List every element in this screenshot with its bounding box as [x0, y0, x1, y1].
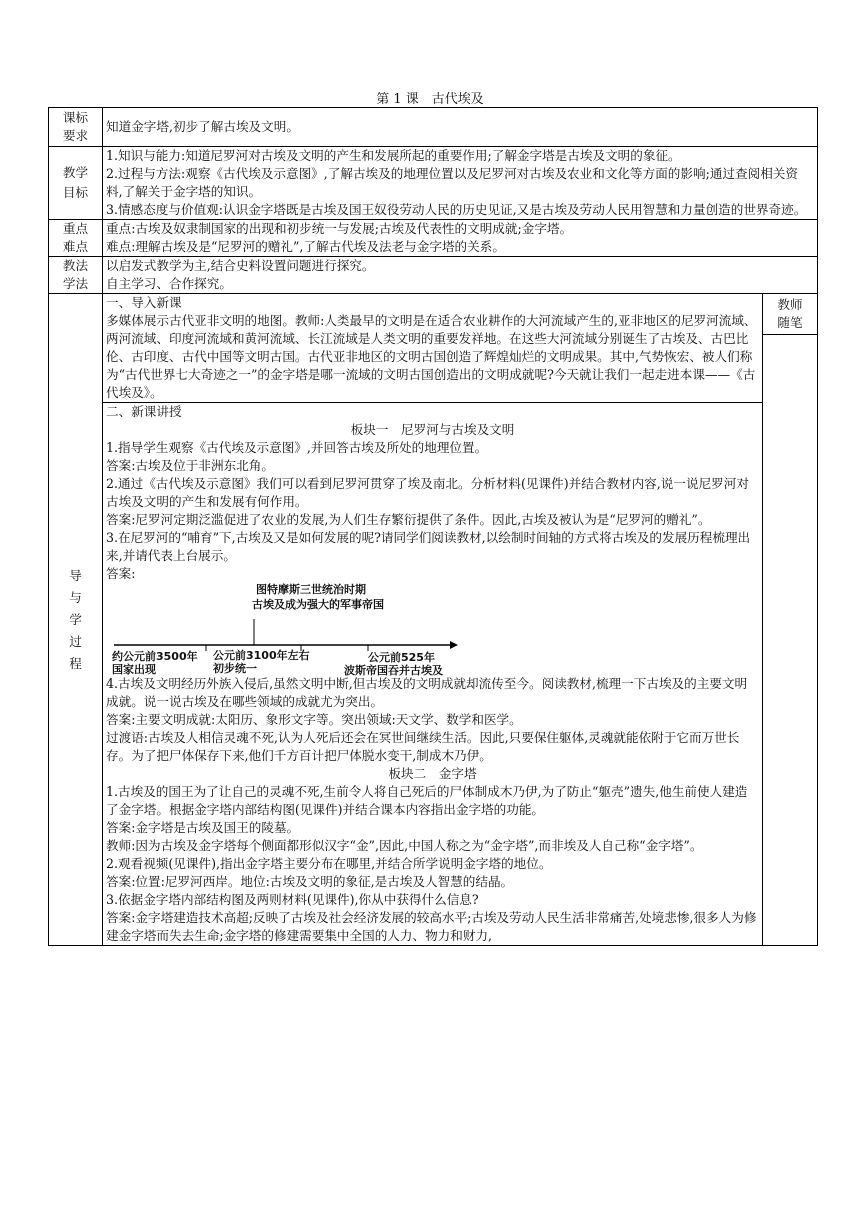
row-keypoints — [49, 220, 818, 257]
keypoint-item: 难点:理解古埃及是“尼罗河的赠礼”,了解古代埃及法老与金字塔的关系。 — [106, 239, 505, 254]
teacher-notes-column — [762, 294, 817, 946]
block2-item: 3.依据金字塔内部结构图及两则材料(见课件),你从中获得什么信息? — [106, 892, 479, 907]
row-goals — [49, 147, 818, 220]
block2-item: 答案:金字塔建造技术高超;反映了古埃及社会经济发展的较高水平;古埃及劳动人民生活非常痛苦,处境悲惨,很多人为修建金字塔而失去生命;金字塔的修建需要集中全国的人力、物力和财力, — [106, 910, 757, 943]
block2-item: 答案:位置:尼罗河西岸。地位:古埃及文明的象征,是古埃及人智慧的结晶。 — [106, 874, 514, 889]
methods-text — [103, 257, 818, 294]
intro-section — [103, 294, 763, 403]
timeline-left-line1: 约公元前3500年 — [112, 650, 198, 663]
row-new-lesson — [49, 403, 818, 946]
method-item: 以启发式教学为主,结合史料设置问题进行探究。 — [106, 258, 375, 273]
block1-item: 答案: — [106, 566, 136, 581]
goals-text — [103, 147, 818, 220]
timeline-right-line2: 波斯帝国吞并古埃及 — [344, 664, 443, 677]
block1-title: 板块一 尼罗河与古埃及文明 — [350, 422, 515, 437]
block1-item: 答案:古埃及位于非洲东北角。 — [106, 458, 274, 473]
block1-item: 1.指导学生观察《古代埃及示意图》,并回答古埃及所处的地理位置。 — [106, 440, 488, 455]
timeline-mid-line2: 初步统一 — [213, 662, 257, 675]
label-standard: 课标要求 — [49, 108, 103, 147]
goal-item: 1.知识与能力:知道尼罗河对古埃及文明的产生和发展所起的重要作用;了解金字塔是古埃及文明的象征。 — [106, 148, 681, 163]
goal-item: 3.情感态度与价值观:认识金字塔既是古埃及国王奴役劳动人民的历史见证,又是古埃及劳动人民用智慧和力量创造的世界奇迹。 — [106, 202, 807, 217]
keypoints-text — [103, 220, 818, 257]
block2-title: 板块二 金字塔 — [388, 766, 477, 781]
timeline-top-line1: 图特摩斯三世统治时期 — [256, 583, 366, 596]
lesson-plan-table — [48, 107, 818, 946]
label-methods: 教法学法 — [49, 257, 103, 294]
intro-heading: 一、导入新课 — [106, 295, 182, 310]
block1-item: 4.古埃及文明经历外族入侵后,虽然文明中断,但古埃及的文明成就却流传至今。阅读教材,梳理一下古埃及的主要文明成就。说一说古埃及在哪些领域的成就尤为突出。 — [106, 676, 748, 709]
row-standard — [49, 108, 818, 147]
block1-item: 答案:尼罗河定期泛滥促进了农业的发展,为人们生存繁衍提供了条件。因此,古埃及被认为是“尼罗河的赠礼”。 — [106, 512, 711, 527]
intro-text: 多媒体展示古代亚非文明的地图。教师:人类最早的文明是在适合农业耕作的大河流域产生的,亚非地区的尼罗河流域、两河流域、印度河流域和黄河流域、长江流域是人类文明的重要发祥地。在这些大河流域分别诞生了古埃及、古巴比伦、古印度、古代中国等文明古国。古代亚非地区的文明古国创造了辉煌灿烂的文明成果。其中,气势恢宏、被人们称为“古代世界七大奇迹之一”的金字塔是哪一流域的文明古国创造出的文明成就呢?今天就让我们一起走进本课——《古代埃及》。 — [106, 313, 757, 400]
method-item: 自主学习、合作探究。 — [106, 276, 232, 291]
label-goals: 教学目标 — [49, 147, 103, 220]
block2-item: 教师:因为古埃及金字塔每个侧面都形似汉字“金”,因此,中国人称之为“金字塔”,而非埃及人自己称“金字塔”。 — [106, 838, 703, 853]
block1-item: 3.在尼罗河的“哺育”下,古埃及又是如何发展的呢?请同学们阅读教材,以绘制时间轴的方式将古埃及的发展历程梳理出来,并请代表上台展示。 — [106, 530, 751, 563]
block1-item: 2.通过《古代埃及示意图》我们可以看到尼罗河贯穿了埃及南北。分析材料(见课件)并结合教材内容,说一说尼罗河对古埃及文明的产生和发展有何作用。 — [106, 476, 749, 509]
block1-item: 答案:主要文明成就:太阳历、象形文字等。突出领域:天文学、数学和医学。 — [106, 712, 522, 727]
timeline-top-line2: 古埃及成为强大的军事帝国 — [252, 598, 384, 611]
timeline-left-line2: 国家出现 — [112, 663, 156, 676]
block1-item: 过渡语:古埃及人相信灵魂不死,认为人死后还会在冥世间继续生活。因此,只要保住躯体,灵魂就能依附于它而万世长存。为了把尸体保存下来,他们千方百计把尸体脱水变干,制成木乃伊。 — [106, 730, 740, 763]
timeline-right-line1: 公元前525年 — [368, 651, 435, 664]
block2-item: 2.观看视频(见课件),指出金字塔主要分布在哪里,并结合所学说明金字塔的地位。 — [106, 856, 552, 871]
row-process — [49, 294, 818, 403]
goal-item: 2.过程与方法:观察《古代埃及示意图》,了解古埃及的地理位置以及尼罗河对古埃及农业和文化等方面的影响;通过查阅相关资料,了解关于金字塔的知识。 — [106, 166, 798, 199]
block2-item: 答案:金字塔是古埃及国王的陵墓。 — [106, 820, 300, 835]
new-lesson-heading: 二、新课讲授 — [106, 404, 182, 419]
teacher-notes-heading: 教师随笔 — [763, 294, 817, 335]
label-keypoints: 重点难点 — [49, 220, 103, 257]
keypoint-item: 重点:古埃及奴隶制国家的出现和初步统一与发展;古埃及代表性的文明成就;金字塔。 — [106, 221, 573, 236]
block2-item: 1.古埃及的国王为了让自己的灵魂不死,生前令人将自己死后的尸体制成木乃伊,为了防止“躯壳”遗失,他生前使人建造了金字塔。根据金字塔内部结构图(见课件)并结合课本内容指出金字塔的功能。 — [106, 784, 748, 817]
timeline-mid-line1: 公元前3100年左右 — [213, 649, 310, 662]
page-title: 第 1 课 古代埃及 — [376, 92, 484, 107]
egypt-timeline — [106, 583, 466, 675]
row-methods — [49, 257, 818, 294]
label-process: 导与学过程 — [49, 294, 103, 946]
new-lesson-section — [103, 403, 763, 946]
standard-text: 知道金字塔,初步了解古埃及文明。 — [103, 108, 818, 147]
